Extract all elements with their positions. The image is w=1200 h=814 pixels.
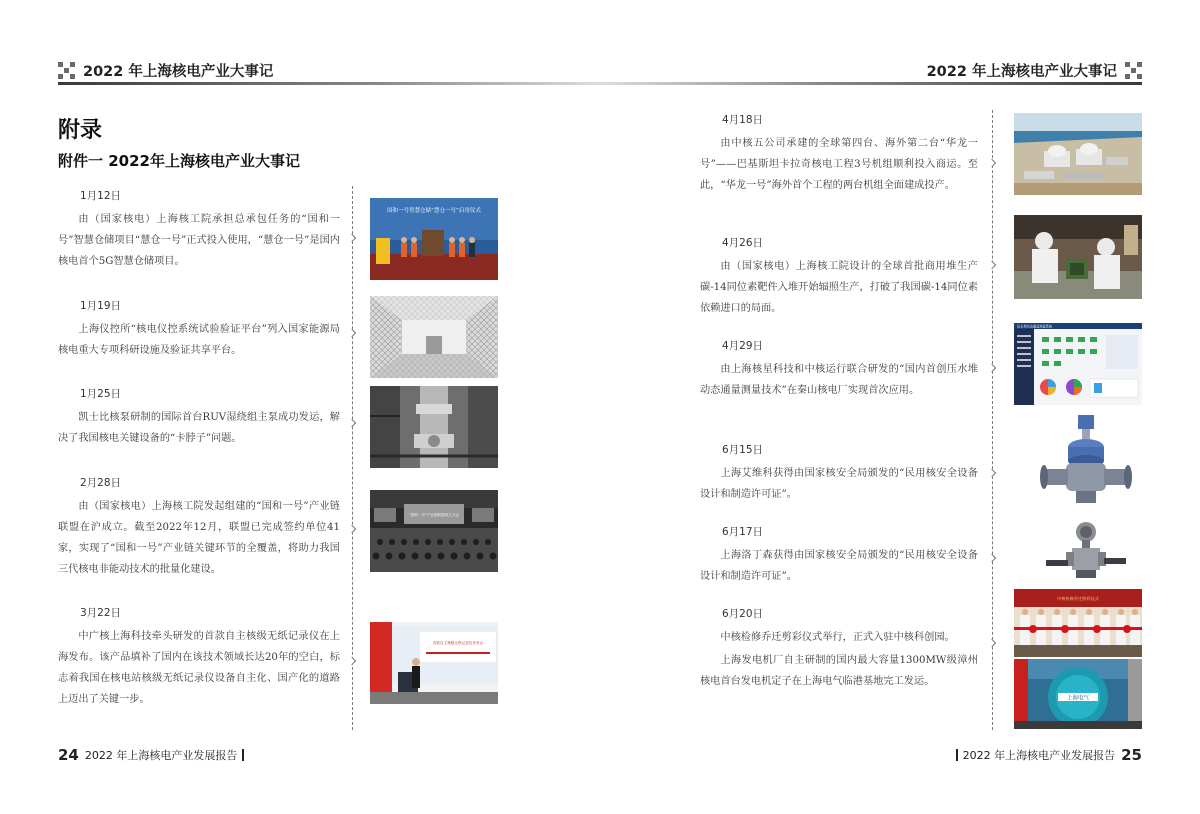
ribbon-image [1014, 589, 1142, 657]
footer-left [58, 745, 244, 765]
ceremony-banner-text: 国和一号智慧仓储“慧仓一号”启用仪式 [387, 208, 481, 214]
header-rule [58, 82, 600, 85]
timeline-arrow-icon [988, 159, 996, 167]
event-entry [700, 233, 978, 319]
event-entry [700, 604, 978, 692]
dashboard-image [1014, 323, 1142, 405]
event-date: 4月18日 [722, 114, 764, 126]
event-date: 3月22日 [80, 607, 122, 619]
event-date: 2月28日 [80, 477, 122, 489]
event-entry [58, 603, 340, 710]
event-date: 1月19日 [80, 300, 122, 312]
appendix-subheading: 附件一 2022年上海核电产业大事记 [58, 152, 300, 170]
transmitter-image [1036, 520, 1136, 582]
photo-main-pump [370, 386, 498, 468]
timeline-divider [352, 186, 353, 730]
photo-product-launch [370, 622, 498, 704]
valve-image [1036, 413, 1136, 509]
ribbon-banner-text: 中核检修乔迁剪彩仪式 [1057, 596, 1099, 601]
photo-generator-stator [1014, 659, 1142, 729]
event-text: 上海艾维科获得由国家核安全局颁发的“民用核安全设备设计和制造许可证”。 [700, 468, 978, 500]
running-header-left [58, 58, 273, 82]
plant-image [1014, 113, 1142, 195]
timeline-arrow-icon [988, 261, 996, 269]
event-text: 中广核上海科技牵头研发的首款自主核级无纸记录仪在上海发布。该产品填补了国内在该技术领域长达20年的空白，标志着我国在核电站核级无纸记录仪设备自主化、国产化的道路上迈出了关键一步。 [58, 631, 340, 705]
header-title: 2022 年上海核电产业大事记 [83, 63, 274, 80]
launch-screen-text: 首款自主核级无纸记录仪发布会 [432, 641, 484, 645]
photo-transmitter [1036, 520, 1136, 582]
appendix-heading: 附录 [58, 118, 103, 143]
timeline-arrow-icon [348, 657, 356, 665]
header-squares-icon [58, 62, 75, 79]
event-text: 凯士比核泵研制的国际首台RUV湿绕组主泵成功发运，解决了我国核电关键设备的“卡脖子”问题。 [58, 412, 340, 444]
launch-image [370, 622, 498, 704]
stator-logo-text: 上海电气 [1066, 695, 1090, 702]
event-date: 6月20日 [722, 608, 764, 620]
photo-karachi-plant [1014, 113, 1142, 195]
timeline-divider [992, 110, 993, 730]
photo-valve [1036, 413, 1136, 509]
header-rule [600, 82, 1142, 85]
event-date: 4月29日 [722, 340, 764, 352]
event-entry [58, 186, 340, 272]
event-date: 6月17日 [722, 526, 764, 538]
event-date: 1月12日 [80, 190, 122, 202]
event-date: 1月25日 [80, 388, 122, 400]
photo-isotope-lab [1014, 215, 1142, 299]
photo-software-dashboard [1014, 323, 1142, 405]
right-page [600, 0, 1200, 814]
header-squares-icon [1125, 62, 1142, 79]
timeline-arrow-icon [348, 234, 356, 242]
chamber-image [370, 296, 498, 378]
photo-test-chamber [370, 296, 498, 378]
footer-right [956, 745, 1142, 765]
event-entry [58, 473, 340, 580]
footer-report-title: 2022 年上海核电产业发展报告 [962, 749, 1116, 762]
lab-image [1014, 215, 1142, 299]
timeline-arrow-icon [988, 469, 996, 477]
photo-ribbon-cutting [1014, 589, 1142, 657]
footer-bar [242, 749, 244, 761]
event-text: 由（国家核电）上海核工院设计的全球首批商用堆生产碳-14同位素靶件入堆开始辐照生产，打破了我国碳-14同位素依赖进口的局面。 [700, 261, 978, 314]
timeline-arrow-icon [348, 525, 356, 533]
photo-alliance-meeting [370, 490, 498, 572]
footer-bar [956, 749, 958, 761]
event-entry [700, 336, 978, 401]
event-text: 由（国家核电）上海核工院发起组建的“国和一号”产业链联盟在沪成立。截至2022年12月，联盟已完成签约单位41家，实现了“国和一号”产业链关键环节的全覆盖，将助力我国三代核电非能动技术的批量化建设。 [58, 501, 340, 575]
event-text: 由中核五公司承建的全球第四台、海外第二台“华龙一号”——巴基斯坦卡拉奇核电工程3号机组顺利投入商运。至此，“华龙一号”海外首个工程的两台机组全面建成投产。 [700, 138, 978, 191]
running-header-right [927, 58, 1142, 82]
event-text: 中核检修乔迁剪彩仪式举行，正式入驻中核科创园。 [720, 632, 955, 643]
photo-ceremony [370, 198, 498, 280]
software-title-text: 压水堆动态通量测量系统 [1017, 324, 1053, 329]
event-date: 4月26日 [722, 237, 764, 249]
event-entry [58, 384, 340, 449]
event-entry [700, 110, 978, 196]
timeline-arrow-icon [348, 329, 356, 337]
event-date: 6月15日 [722, 444, 764, 456]
timeline-arrow-icon [988, 639, 996, 647]
ceremony-image [370, 198, 498, 280]
timeline-arrow-icon [988, 554, 996, 562]
event-text: 上海洛丁森获得由国家核安全局颁发的“民用核安全设备设计和制造许可证”。 [700, 550, 978, 582]
event-entry [58, 296, 340, 361]
meeting-screen-text: “国和一号”产业链联盟成立大会 [408, 513, 460, 517]
page-number: 25 [1121, 746, 1142, 764]
event-text: 由上海核星科技和中核运行联合研发的“国内首创压水堆动态通量测量技术”在秦山核电厂实现首次应用。 [700, 364, 978, 396]
footer-report-title: 2022 年上海核电产业发展报告 [84, 749, 238, 762]
event-entry [700, 440, 978, 505]
header-title: 2022 年上海核电产业大事记 [926, 63, 1117, 80]
meeting-image [370, 490, 498, 572]
timeline-arrow-icon [348, 419, 356, 427]
event-text: 由（国家核电）上海核工院承担总承包任务的“国和一号”智慧仓储项目“慧仓一号”正式投入使用，“慧仓一号”是国内核电首个5G智慧仓储项目。 [58, 214, 340, 267]
event-entry [700, 522, 978, 587]
timeline-arrow-icon [988, 364, 996, 372]
event-text: 上海仪控所“核电仪控系统试验验证平台”列入国家能源局核电重大专项科研设施及验证共享平台。 [58, 324, 340, 356]
page-number: 24 [58, 746, 79, 764]
stator-image [1014, 659, 1142, 729]
pump-image [370, 386, 498, 468]
event-text: 上海发电机厂自主研制的国内最大容量1300MW级漳州核电首台发电机定子在上海电气临港基地完工发运。 [700, 655, 978, 687]
